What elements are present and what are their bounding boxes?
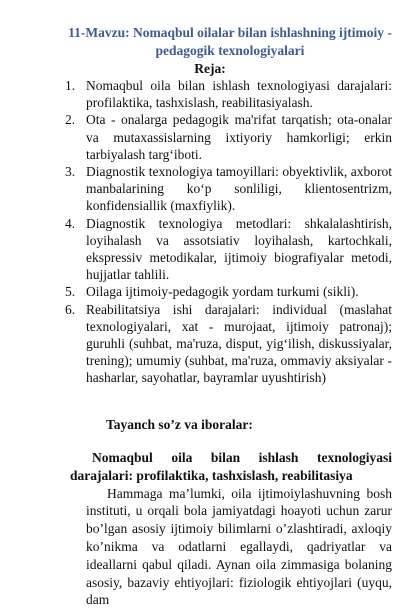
plan-item	[65, 77, 392, 111]
plan-item	[65, 163, 392, 215]
body-section	[70, 449, 392, 609]
plan-item-text: Ota - onalarga pedagogik ma'rifat tarqatish; ota-onalar va mutaxassislarning ixtiyoriy hamkorligi; erkin tarbiyalash targ‘iboti.	[86, 112, 392, 162]
plan-item-number: 1.	[65, 78, 76, 93]
plan-heading: Reja:	[194, 61, 226, 76]
plan-item-number: 2.	[65, 112, 76, 128]
body-paragraph: Hammaga ma’lumki, oila ijtimoiylashuvning bosh instituti, u orqali bola jamiyatdagi hoayoti uchun zarur bo’lgan asosiy ijtimoiy bilimlarni o’zlashtiradi, axloqiy ko’nikma va odatlarni egallaydi, qadriyatlar va ideallarni qabul qiladi. Aynan oila zimmasiga bolaning asosiy, bazaviy ehtiyojlari: fiziologik ehtiyojlari (uyqu, dam	[86, 485, 392, 608]
plan-item-number: 4.	[65, 215, 76, 231]
plan-item-text: Oilaga ijtimoiy-pedagogik yordam turkumi (sikli).	[86, 284, 359, 300]
plan-item-number: 6.	[65, 301, 76, 317]
plan-list	[65, 77, 392, 387]
plan-item	[65, 215, 392, 284]
plan-item	[65, 283, 392, 300]
plan-item-text: Nomaqbul oila bilan ishlash texnologiyasi darajalari: profilaktika, tashxislash, reabilitasiyalash.	[86, 78, 392, 111]
plan-item-number: 3.	[65, 164, 76, 180]
topic-title: 11-Mavzu: Nomaqbul oilalar bilan ishlashning ijtimoiy - pedagogik texnologiyalari	[68, 25, 392, 58]
plan-item-text: Diagnostik texnologiya tamoyillari: obyektivlik, axborot manbalarining ko‘p sonliligi, klientosentrizm, konfidensiallik (maxfiylik).	[86, 164, 392, 214]
plan-item-text: Reabilitatsiya ishi darajalari: individual (maslahat texnologiyalari, xat - murojaat, ijtimoiy patronaj); guruhli (suhbat, ma'ruza, disput, yig‘ilish, diskussiyalar, trening); umumiy (suhbat, ma'ruza, ommaviy aksiyalar - hasharlar, sayohatlar, bayramlar uyushtirish)	[86, 301, 392, 386]
plan-item	[65, 111, 392, 163]
plan-item-number: 5.	[65, 284, 76, 300]
term-definition: Nomaqbul oila bilan ishlash texnologiyasi darajalari: profilaktika, tashxislash, reabilitasiya	[70, 450, 392, 483]
plan-item-text: Diagnostik texnologiya metodlari: shkalalashtirish, loyihalash va assotsiativ loyihalash, kartochkali, ekspressiv metodikalar, ijtimoiy biografiyalar metodi, hujjatlar tahlili.	[86, 215, 392, 283]
keywords-heading: Tayanch so’z va iboralar:	[106, 417, 253, 432]
plan-item	[65, 301, 392, 387]
